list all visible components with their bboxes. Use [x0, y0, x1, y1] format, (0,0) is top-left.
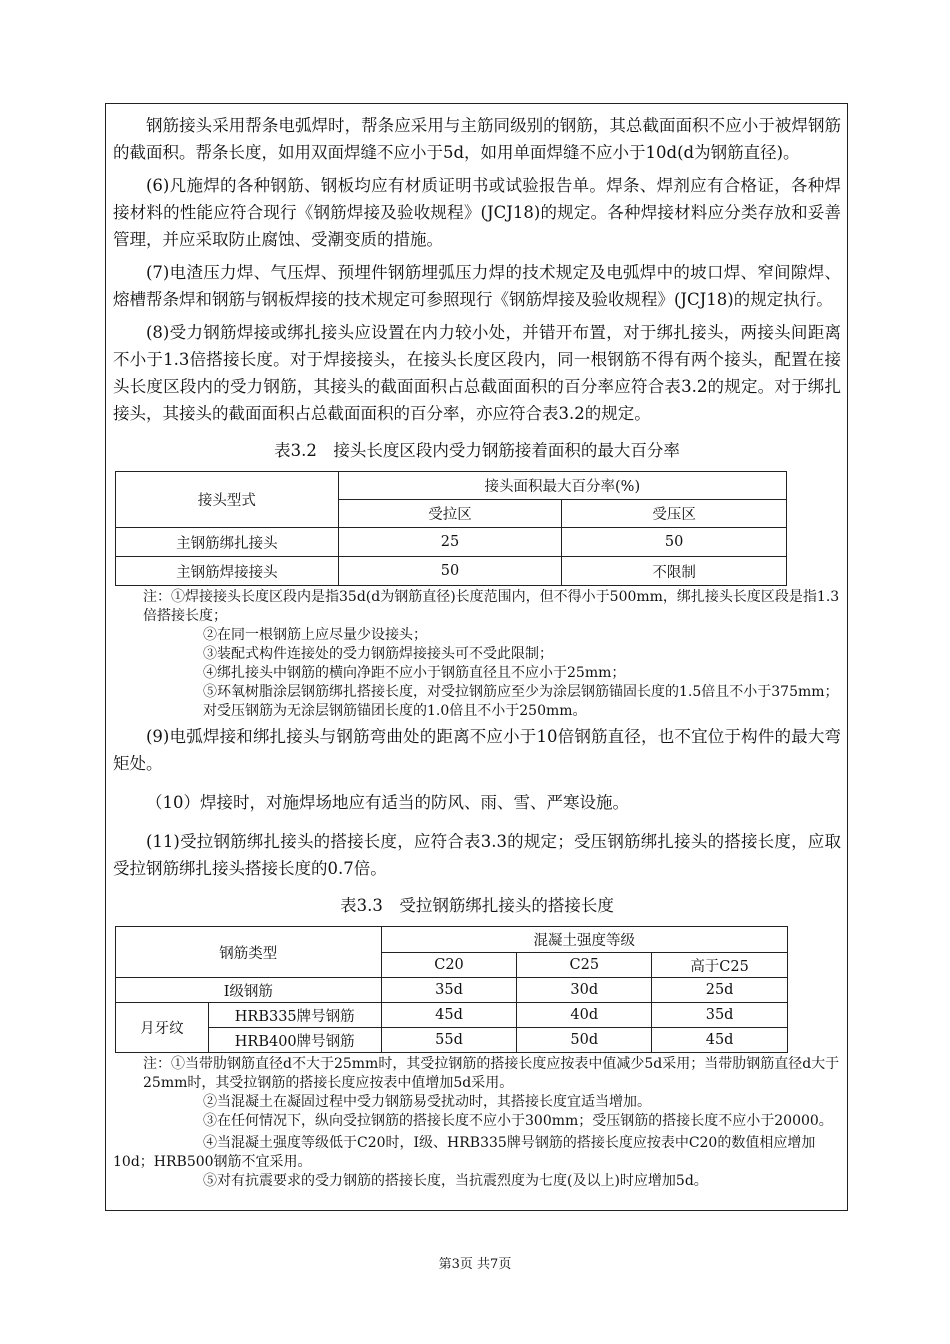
cell-value: 45d — [652, 1028, 788, 1053]
table-3-2-notes — [113, 588, 841, 721]
header-max-percentage: 接头面积最大百分率(%) — [338, 472, 786, 500]
note-item: 注：①当带肋钢筋直径d不大于25mm时，其受拉钢筋的搭接长度应按表中值减少5d采用；当带肋钢筋直径d大于25mm时，其受拉钢筋的搭接长度应按表中值增加5d采用。 — [143, 1056, 840, 1091]
cell-value: 35d — [381, 978, 517, 1003]
paragraph-10: （10）焊接时，对施焊场地应有适当的防风、雨、雪、严寒设施。 — [146, 793, 629, 812]
table-3-3-notes — [113, 1055, 841, 1191]
note-item: ②在同一根钢筋上应尽量少设接头； — [203, 627, 427, 643]
cell-tension: 50 — [338, 557, 562, 586]
cell-compression: 不限制 — [562, 557, 787, 586]
header-concrete-grade: 混凝土强度等级 — [381, 927, 787, 953]
table-3-2-caption: 表3.2 接头长度区段内受力钢筋接着面积的最大百分率 — [274, 441, 680, 460]
table-row — [116, 1003, 788, 1028]
note-item: ⑤对有抗震要求的受力钢筋的搭接长度，当抗震烈度为七度(及以上)时应增加5d。 — [203, 1173, 708, 1189]
header-tension-zone: 受拉区 — [338, 500, 562, 528]
table-3-3-caption: 表3.3 受拉钢筋绑扎接头的搭接长度 — [340, 896, 614, 915]
cell-value: 25d — [652, 978, 788, 1003]
header-rebar-type: 钢筋类型 — [116, 927, 382, 978]
cell-value: 40d — [517, 1003, 652, 1028]
header-joint-type: 接头型式 — [116, 472, 339, 528]
cell-type: Ⅰ级钢筋 — [116, 978, 382, 1003]
cell-compression: 50 — [562, 528, 787, 557]
paragraph-9: (9)电弧焊接和绑扎接头与钢筋弯曲处的距离不应小于10倍钢筋直径，也不宜位于构件的最大弯矩处。 — [113, 727, 841, 773]
cell-value: 45d — [381, 1003, 517, 1028]
note-item: ④绑扎接头中钢筋的横向净距不应小于钢筋直径且不应小于25mm； — [203, 665, 626, 681]
cell-type: 主钢筋绑扎接头 — [116, 528, 339, 557]
cell-type: HRB400牌号钢筋 — [208, 1028, 381, 1053]
table-3-3 — [115, 926, 788, 1053]
page-number-footer: 第3页 共7页 — [438, 1257, 512, 1272]
note-item: ②当混凝土在凝固过程中受力钢筋易受扰动时，其搭接长度宜适当增加。 — [203, 1094, 651, 1110]
paragraph-splice-welding: 钢筋接头采用帮条电弧焊时，帮条应采用与主筋同级别的钢筋，其总截面面积不应小于被焊钢筋的截面积。帮条长度，如用双面焊缝不应小于5d，如用单面焊缝不应小于10d(d为钢筋直径)。 — [113, 116, 841, 162]
table-row — [116, 1028, 788, 1053]
table-3-2 — [115, 471, 787, 586]
note-item: ③在任何情况下，纵向受拉钢筋的搭接长度不应小于300mm；受压钢筋的搭接长度不应小于20000。 — [203, 1113, 833, 1129]
note-item: ⑤环氧树脂涂层钢筋绑扎搭接长度，对受拉钢筋应至少为涂层钢筋锚固长度的1.5倍且不小于375mm；对受压钢筋为无涂层钢筋锚团长度的1.0倍且不小于250mm。 — [203, 684, 839, 719]
paragraph-8: (8)受力钢筋焊接或绑扎接头应设置在内力较小处，并错开布置，对于绑扎接头，两接头间距离不小于1.3倍搭接长度。对于焊接接头，在接头长度区段内，同一根钢筋不得有两个接头，配置在接头长度区段内的受力钢筋，其接头的截面面积占总截面面积的百分率应符合表3.2的规定。对于绑扎接头，其接头的截面面积占总截面面积的百分率，亦应符合表3.2的规定。 — [113, 323, 841, 423]
cell-tension: 25 — [338, 528, 562, 557]
header-grade-above-c25: 高于C25 — [652, 953, 788, 978]
paragraph-11: (11)受拉钢筋绑扎接头的搭接长度，应符合表3.3的规定；受压钢筋绑扎接头的搭接长度，应取受拉钢筋绑扎接头搭接长度的0.7倍。 — [113, 832, 841, 878]
cell-value: 35d — [652, 1003, 788, 1028]
cell-value: 50d — [517, 1028, 652, 1053]
cell-type: 主钢筋焊接接头 — [116, 557, 339, 586]
note-item: ④当混凝土强度等级低于C20时，Ⅰ级、HRB335牌号钢筋的搭接长度应按表中C20的数值相应增加10d；HRB500钢筋不宜采用。 — [113, 1135, 816, 1170]
table-row — [116, 978, 788, 1003]
note-item: ③装配式构件连接处的受力钢筋焊接接头可不受此限制； — [203, 646, 553, 662]
cell-group-crescent-rib: 月牙纹 — [116, 1003, 209, 1053]
cell-value: 30d — [517, 978, 652, 1003]
paragraph-7: (7)电渣压力焊、气压焊、预埋件钢筋埋弧压力焊的技术规定及电弧焊中的坡口焊、窄间隙焊、熔槽帮条焊和钢筋与钢板焊接的技术规定可参照现行《钢筋焊接及验收规程》(JCJ18)的规定执行。 — [113, 263, 841, 309]
cell-value: 55d — [381, 1028, 517, 1053]
paragraph-6: (6)凡施焊的各种钢筋、钢板均应有材质证明书或试验报告单。焊条、焊剂应有合格证，各种焊接材料的性能应符合现行《钢筋焊接及验收规程》(JCJ18)的规定。各种焊接材料应分类存放和妥善管理，并应采取防止腐蚀、受潮变质的措施。 — [113, 176, 841, 249]
document-body — [113, 112, 841, 1191]
header-grade-c20: C20 — [381, 953, 517, 978]
table-row — [116, 528, 787, 557]
table-row — [116, 557, 787, 586]
header-compression-zone: 受压区 — [562, 500, 787, 528]
note-item: 注：①焊接接头长度区段内是指35d(d为钢筋直径)长度范围内，但不得小于500mm，绑扎接头长度区段是指1.3倍搭接长度； — [143, 589, 840, 624]
cell-type: HRB335牌号钢筋 — [208, 1003, 381, 1028]
header-grade-c25: C25 — [517, 953, 652, 978]
